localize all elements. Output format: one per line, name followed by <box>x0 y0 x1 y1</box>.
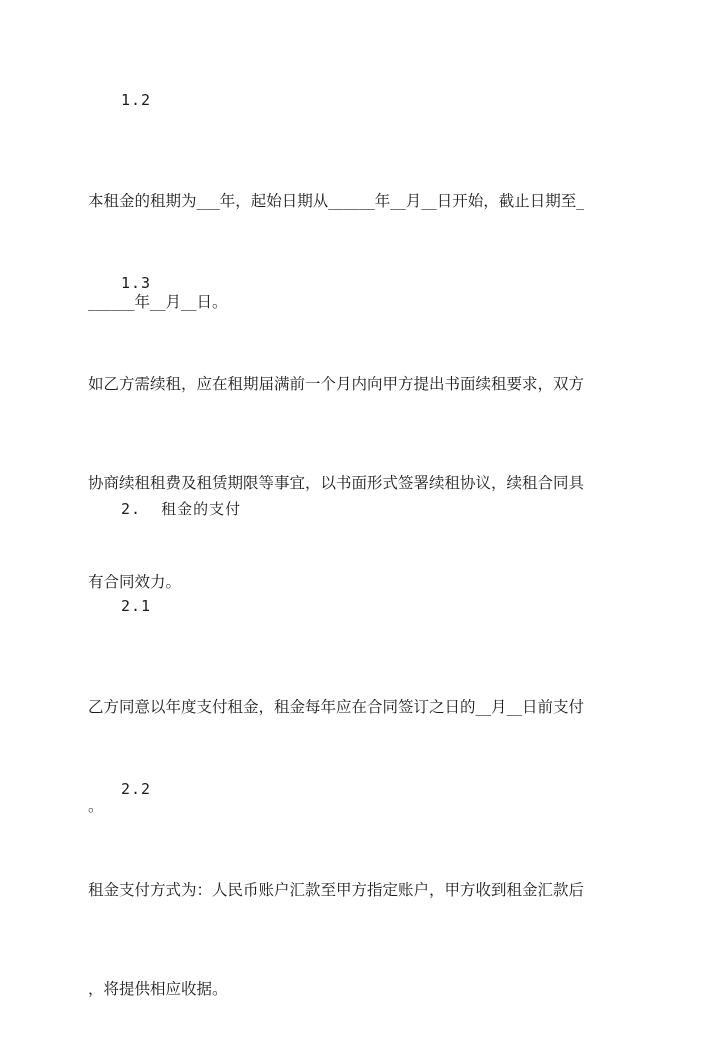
body-line: 如乙方需续租，应在租期届满前一个月内向甲方提出书面续租要求，双方 <box>88 375 585 393</box>
body-line: 。 <box>88 797 104 815</box>
section-heading-2: 2. 租金的支付 <box>121 500 242 518</box>
section-heading-1-3: 1.3 <box>121 274 152 292</box>
body-line: 乙方同意以年度支付租金，租金每年应在合同签订之日的__月__日前支付 <box>88 698 585 716</box>
section-heading-1-2: 1.2 <box>121 91 152 109</box>
section-body-1-3 <box>88 312 643 655</box>
body-line: 协商续租租费及租赁期限等事宜，以书面形式签署续租协议，续租合同具 <box>88 474 585 492</box>
body-line: ，将提供相应收据。 <box>88 980 228 998</box>
body-line: 租金支付方式为：人民币账户汇款至甲方指定账户，甲方收到租金汇款后 <box>88 881 585 899</box>
body-line: 本租金的租期为___年，起始日期从______年__月__日开始，截止日期至_ <box>88 192 585 210</box>
body-line: ______年__月__日。 <box>88 293 228 311</box>
section-body-2-2 <box>88 818 643 1062</box>
section-heading-2-2: 2.2 <box>121 780 152 798</box>
body-line: 有合同效力。 <box>88 573 182 591</box>
section-heading-2-1: 2.1 <box>121 597 152 615</box>
